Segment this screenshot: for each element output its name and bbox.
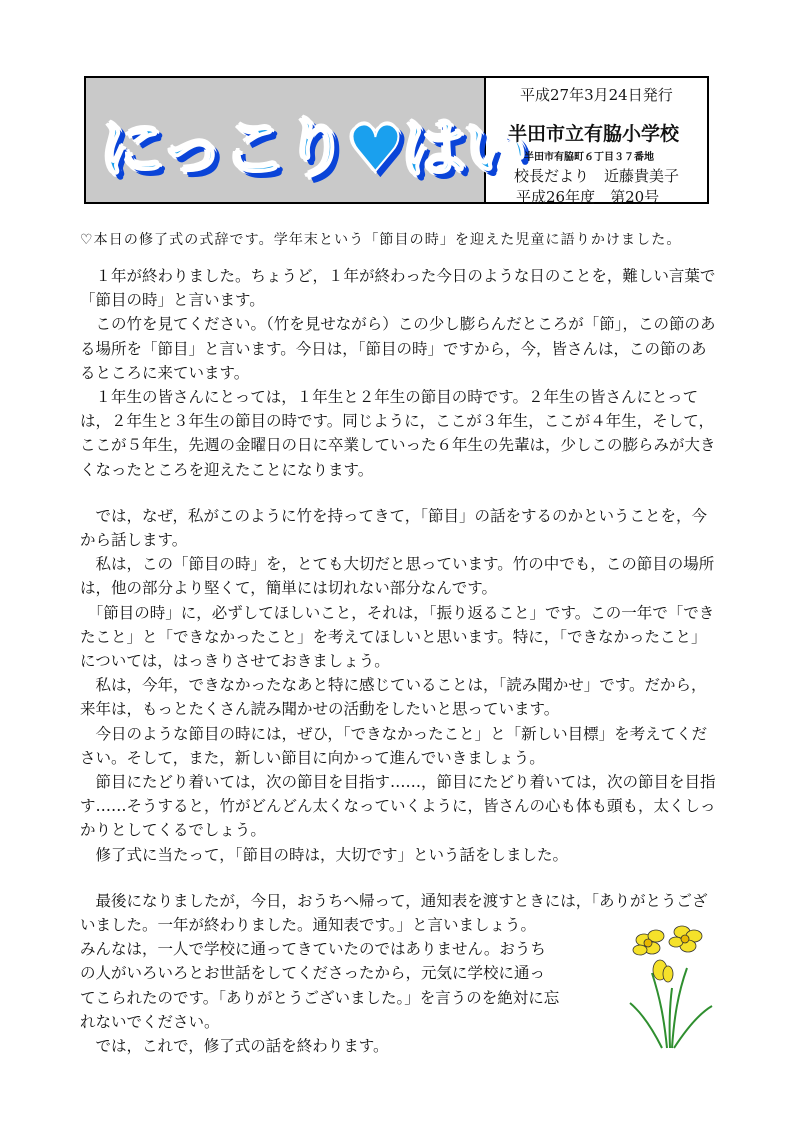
paragraph: 私は，この「節目の時」を，とても大切だと思っています。竹の中でも，この節目の場所は，他の部分より堅くて，簡単には切れない部分なんです。 — [80, 555, 715, 598]
masthead-title-part-2: はい — [402, 113, 527, 187]
paragraph: 「節目の時」に，必ずしてほしいこと，それは，「振り返ること」です。この一年で「できたこと」と「できなかったこと」を考えてほしいと思います。特に，「できなかったこと」については，はっきりさせておきましょう。 — [80, 603, 715, 671]
paragraph: １年生の皆さんにとっては，１年生と２年生の節目の時です。２年生の皆さんにとっては，２年生と３年生の節目の時です。同じように，ここが３年生，ここが４年生，そして，ここが５年生，先週の金曜日の日に卒業していった６年生の先輩は，少しこの膨らみが大きくなったところを迎えたことになります。 — [80, 388, 716, 479]
heart-icon: ♥ — [346, 113, 403, 187]
paragraph: みんなは，一人で学校に通ってきていたのではありません。おうちの人がいろいろとお世話をしてくださったから，元気に学校に通ってこられたのです。「ありがとうございました。」を言うのを絶対に忘れないでください。 — [80, 940, 560, 1031]
paragraph: 私は，今年，できなかったなあと特に感じていることは，「読み聞かせ」です。だから，来年は，もっとたくさん読み聞かせの活動をしたいと思っています。 — [80, 676, 707, 719]
issue-info — [486, 78, 707, 206]
paragraph: 修了式に当たって，「節目の時は，大切です」という話をしました。 — [80, 845, 568, 864]
intro-line: ♡本日の修了式の式辞です。学年末という「節目の時」を迎えた児童に語りかけました。 — [80, 232, 682, 248]
paragraph: では，これで，修了式の話を終わります。 — [80, 1037, 389, 1056]
column-author: 校長だより 近藤貴美子 — [514, 167, 680, 185]
issue-number: 平成26年度 第20号 — [516, 188, 660, 206]
daffodil-illustration-icon — [612, 918, 722, 1048]
newsletter-header — [84, 76, 709, 204]
paragraph: この竹を見てください。（竹を見せながら）この少し膨らんだところが「節」，この節のある場所を「節目」と言います。今日は，「節目の時」ですから，今，皆さんは，この節のあるところに来ています。 — [80, 315, 716, 382]
masthead-title — [100, 98, 526, 190]
paragraph: では，なぜ，私がこのように竹を持ってきて，「節目」の話をするのかということを，今から話します。 — [80, 506, 707, 550]
school-address: 半田市有脇町６丁目３７番地 — [524, 152, 654, 163]
paragraph: 節目にたどり着いては，次の節目を目指す……，節目にたどり着いては，次の節目を目指す……そうすると，竹がどんどん太くなっていくように，皆さんの心も体も頭も，太くしっかりとしてくるでしょう。 — [80, 773, 716, 840]
school-name: 半田市立有脇小学校 — [508, 123, 680, 145]
masthead-title-part-1: にっこり — [100, 113, 347, 187]
paragraph: 今日のような節目の時には，ぜひ，「できなかったこと」と「新しい目標」を考えてください。そして，また，新しい節目に向かって進んでいきましょう。 — [80, 724, 708, 767]
issue-date: 平成27年3月24日発行 — [520, 86, 673, 104]
masthead-logo — [86, 78, 527, 202]
paragraph: 最後になりましたが，今日，おうちへ帰って，通知表を渡すときには，「ありがとうございました。一年が終わりました。通知表です。」と言いましょう。 — [80, 891, 708, 935]
paragraph: １年が終わりました。ちょうど，１年が終わった今日のような日のことを，難しい言葉で「節目の時」と言います。 — [80, 267, 716, 310]
